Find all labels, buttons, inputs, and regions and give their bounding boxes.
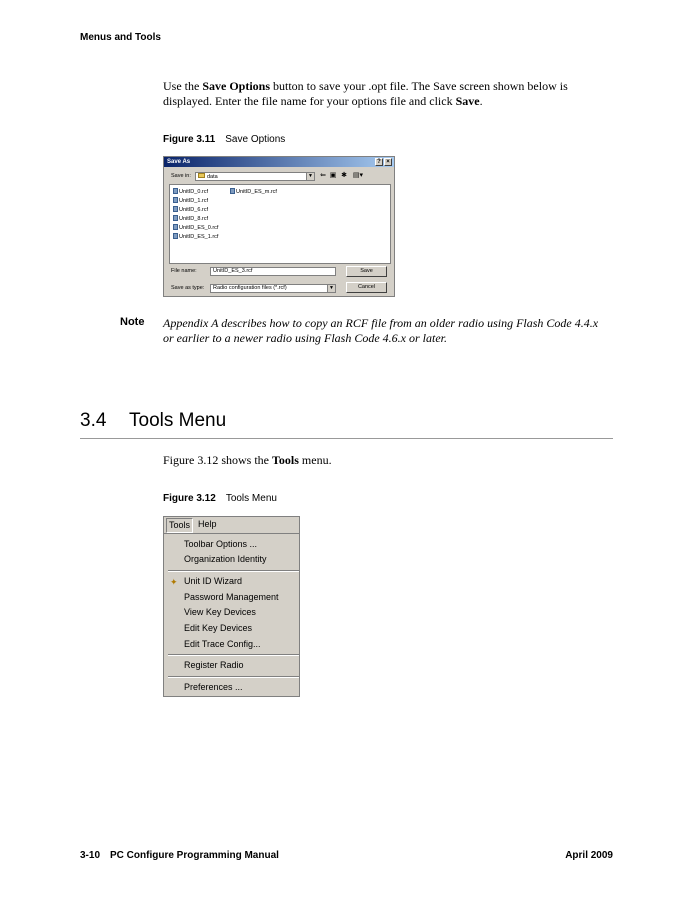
manual-title: PC Configure Programming Manual [110,850,279,861]
figure-3-11-caption [163,134,285,145]
save-in-combo[interactable] [195,172,315,181]
save-as-type-select[interactable] [210,284,336,293]
new-folder-icon[interactable]: ✱ [341,172,347,179]
save-button[interactable]: Save [346,266,387,277]
file-name: UnitID_8.rcf [179,216,209,222]
file-name: UnitID_ES_0.rcf [179,225,219,231]
menu-item-view-key-devices[interactable]: View Key Devices [184,607,256,617]
menu-item-unit-id-wizard[interactable]: Unit ID Wizard [184,576,243,586]
save-in-value: data [207,174,218,180]
tools-menu-screenshot [163,516,300,697]
list-item[interactable] [173,224,218,232]
intro-bold-save-options: Save Options [202,79,271,93]
intro-text-mid: button to save your .opt file. The Save screen shown below is displayed. Enter the file name for your options file and click [163,79,568,108]
up-folder-icon[interactable]: ▣ [329,172,337,179]
dialog-title: Save As [167,159,191,165]
section-rule [80,438,613,439]
save-as-type-value: Radio configuration files (*.rcf) [213,285,287,291]
file-icon [173,224,178,230]
note-line: or earlier to a newer radio using Flash Code 4.6.x or later. [163,331,447,345]
file-icon [173,215,178,221]
menu-item-toolbar-options[interactable]: Toolbar Options ... [184,539,258,549]
menu-item-edit-key-devices[interactable]: Edit Key Devices [184,623,253,633]
note-label: Note [120,316,145,328]
list-item[interactable] [230,188,277,196]
section-number: 3.4 [80,410,107,431]
intro-text: Use the [163,79,203,93]
menu-item-edit-trace-config[interactable]: Edit Trace Config... [184,639,261,649]
menu-item-organization-identity[interactable]: Organization Identity [184,554,267,564]
back-icon[interactable]: ⇐ [320,172,326,179]
cancel-button[interactable]: Cancel [346,282,387,293]
menu-separator [168,570,299,572]
menu-separator [168,676,299,678]
file-icon [173,233,178,239]
chevron-down-icon[interactable]: ▼ [327,285,335,292]
menu-item-register-radio[interactable]: Register Radio [184,660,244,670]
figure-3-12-caption [163,493,277,504]
figure-ref-end: menu. [298,453,332,467]
menu-separator [168,654,299,656]
note-text [163,316,623,346]
wizard-icon: ✦ [170,577,178,587]
save-as-type-label: Save as type: [171,285,205,291]
figure-title: Tools Menu [225,493,277,504]
chevron-down-icon[interactable]: ▼ [306,173,314,180]
menu-item-password-management[interactable]: Password Management [184,592,279,602]
view-menu-icon[interactable]: ▤▾ [352,172,364,179]
save-in-label: Save in: [171,173,191,179]
figure-ref-paragraph [163,453,332,468]
list-item[interactable] [173,188,208,196]
file-icon [173,197,178,203]
note-line: Appendix A describes how to copy an RCF file from an older radio using Flash Code 4.4.x [163,316,599,330]
file-icon [230,188,235,194]
footer-date: April 2009 [565,850,613,861]
file-icon [173,206,178,212]
figure-ref-text: Figure 3.12 shows the [163,453,272,467]
running-head: Menus and Tools [80,32,161,43]
file-name: UnitID_ES_1.rcf [179,234,219,240]
file-name-label: File name: [171,268,197,274]
help-button[interactable]: ? [375,158,383,166]
footer-left [80,850,279,861]
menu-item-preferences[interactable]: Preferences ... [184,682,243,692]
file-name: UnitID_6.rcf [179,207,209,213]
save-as-dialog [163,156,395,297]
file-list [169,184,391,264]
page-number: 3-10 [80,850,101,861]
file-name-input[interactable]: UnitID_ES_3.rcf [210,267,336,276]
file-name: UnitID_ES_m.rcf [236,189,277,195]
file-name: UnitID_0.rcf [179,189,209,195]
close-button[interactable]: × [384,158,392,166]
list-item[interactable] [173,233,218,241]
list-item[interactable] [173,197,208,205]
menu-help[interactable]: Help [198,519,217,529]
figure-label: Figure 3.11 [163,134,216,145]
figure-title: Save Options [225,134,286,145]
figure-ref-bold: Tools [272,453,299,467]
section-heading [80,410,226,432]
list-item[interactable] [173,206,208,214]
file-icon [173,188,178,194]
section-title: Tools Menu [129,410,227,431]
folder-icon [198,173,205,178]
menu-tools[interactable]: Tools [166,518,193,533]
figure-label: Figure 3.12 [163,493,216,504]
menu-bar [164,517,299,534]
intro-bold-save: Save [455,94,480,108]
intro-text-end: . [479,94,483,108]
list-item[interactable] [173,215,208,223]
intro-paragraph [163,79,603,109]
file-name: UnitID_1.rcf [179,198,209,204]
dialog-title-bar [164,157,394,167]
